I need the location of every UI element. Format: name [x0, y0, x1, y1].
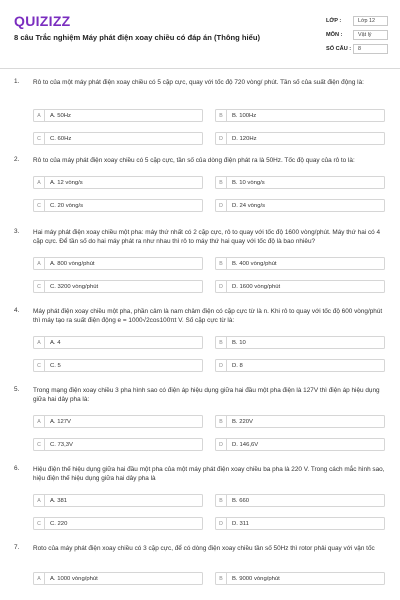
option-a[interactable]: [33, 572, 203, 585]
option-d[interactable]: [215, 438, 385, 451]
option-c[interactable]: [33, 280, 203, 293]
option-a[interactable]: [33, 176, 203, 189]
option-letter: C: [34, 439, 45, 450]
worksheet-meta: [326, 14, 388, 56]
option-letter: B: [216, 110, 227, 121]
option-d[interactable]: [215, 359, 385, 372]
meta-row-question-count: [326, 42, 388, 56]
option-letter: C: [34, 133, 45, 144]
option-d[interactable]: [215, 132, 385, 145]
option-letter: C: [34, 281, 45, 292]
option-text: B. 400 vòng/phút: [232, 260, 277, 267]
option-c[interactable]: [33, 438, 203, 451]
meta-value: Vật lý: [353, 30, 388, 40]
option-text: C. 220: [50, 520, 68, 527]
question-number: 4.: [14, 307, 20, 314]
option-text: D. 1600 vòng/phút: [232, 283, 281, 290]
option-a[interactable]: [33, 109, 203, 122]
quizizz-logo: QUIZIZZ: [14, 13, 71, 29]
meta-label: SỐ CÂU :: [326, 46, 352, 52]
option-text: A. 381: [50, 497, 68, 504]
option-letter: A: [34, 416, 45, 427]
option-letter: C: [34, 360, 45, 371]
option-letter: A: [34, 258, 45, 269]
option-text: D. 120Hz: [232, 135, 257, 142]
option-text: B. 100Hz: [232, 112, 257, 119]
option-letter: A: [34, 110, 45, 121]
question-text: Roto của máy phát điện xoay chiều có 3 cặp cực, để có dòng điện xoay chiều tần số 50Hz thì rotor phải quay với vận tốc: [33, 545, 375, 552]
option-letter: A: [34, 573, 45, 584]
option-letter: D: [216, 518, 227, 529]
meta-label: MÔN :: [326, 32, 343, 38]
option-letter: C: [34, 518, 45, 529]
meta-label: LỚP :: [326, 18, 342, 24]
question-text: Trong mạng điện xoay chiều 3 pha hình sao có điện áp hiệu dụng giữa hai đầu một pha điện là 127V thì điện áp hiệu dụng giữa hai dây pha là:: [33, 387, 380, 404]
option-letter: D: [216, 133, 227, 144]
option-letter: B: [216, 337, 227, 348]
meta-value: Lớp 12: [353, 16, 388, 26]
option-d[interactable]: [215, 517, 385, 530]
option-letter: B: [216, 416, 227, 427]
option-letter: B: [216, 573, 227, 584]
option-text: B. 220V: [232, 418, 253, 425]
option-letter: A: [34, 495, 45, 506]
question-text: Hiệu điện thế hiệu dụng giữa hai đầu một pha của một máy phát điện xoay chiều ba pha là 220 V. Trong cách mắc hình sao, hiệu điện thế hiệu dụng giữa hai dây pha là: [33, 466, 385, 483]
option-letter: A: [34, 337, 45, 348]
option-text: C. 60Hz: [50, 135, 72, 142]
option-d[interactable]: [215, 280, 385, 293]
option-c[interactable]: [33, 199, 203, 212]
option-text: B. 9000 vòng/phút: [232, 575, 280, 582]
option-letter: B: [216, 495, 227, 506]
option-b[interactable]: [215, 257, 385, 270]
option-a[interactable]: [33, 494, 203, 507]
option-letter: D: [216, 439, 227, 450]
worksheet-title: 8 câu Trắc nghiệm Máy phát điện xoay chiều có đáp án (Thông hiểu): [14, 33, 260, 42]
option-c[interactable]: [33, 517, 203, 530]
meta-row-subject: [326, 28, 388, 42]
meta-value: 8: [353, 44, 388, 54]
worksheet-header: [0, 0, 400, 66]
option-text: A. 800 vòng/phút: [50, 260, 95, 267]
question-number: 1.: [14, 78, 20, 85]
option-text: A. 12 vòng/s: [50, 179, 83, 186]
option-text: A. 1000 vòng/phút: [50, 575, 98, 582]
option-b[interactable]: [215, 494, 385, 507]
option-a[interactable]: [33, 336, 203, 349]
option-b[interactable]: [215, 572, 385, 585]
question-number: 7.: [14, 544, 20, 551]
question-number: 3.: [14, 228, 20, 235]
option-a[interactable]: [33, 257, 203, 270]
option-c[interactable]: [33, 359, 203, 372]
question-text: Hai máy phát điện xoay chiều một pha: máy thứ nhất có 2 cặp cực, rô to quay với tốc độ 1600 vòng/phút. Máy thứ hai có 4 cặp cực. Để tần số do hai máy phát ra như nhau thì rô to máy thứ hai quay với tốc độ là bao nhiêu?: [33, 229, 381, 246]
option-text: B. 10: [232, 339, 246, 346]
option-text: B. 660: [232, 497, 250, 504]
option-letter: B: [216, 258, 227, 269]
option-text: A. 4: [50, 339, 61, 346]
option-b[interactable]: [215, 415, 385, 428]
option-letter: A: [34, 177, 45, 188]
option-b[interactable]: [215, 176, 385, 189]
option-text: D. 24 vòng/s: [232, 202, 266, 209]
question-text: Rô to của một máy phát điện xoay chiều có 5 cặp cực, quay với tốc độ 720 vòng/ phút. Tần số của suất điện động là:: [33, 79, 364, 86]
option-text: D. 146,6V: [232, 441, 259, 448]
question-text: Máy phát điện xoay chiều một pha, phần cảm là nam châm điện có cặp cực từ là n. Khi rô to quay với tốc độ 600 vòng/phút thì máy tạo ra suất điện động e = 1000√2cos100πt V. Số cặp cực từ là:: [33, 308, 383, 325]
option-text: C. 5: [50, 362, 61, 369]
option-letter: D: [216, 200, 227, 211]
meta-row-class: [326, 14, 388, 28]
option-a[interactable]: [33, 415, 203, 428]
question-text: Rô to của máy phát điện xoay chiều có 5 cặp cực, tần số của dòng điện phát ra là 50Hz. Tốc độ quay của rô to là:: [33, 157, 355, 164]
option-letter: C: [34, 200, 45, 211]
option-text: C. 3200 vòng/phút: [50, 283, 99, 290]
option-text: A. 127V: [50, 418, 71, 425]
option-letter: D: [216, 360, 227, 371]
option-text: C. 73,3V: [50, 441, 73, 448]
option-d[interactable]: [215, 199, 385, 212]
option-c[interactable]: [33, 132, 203, 145]
option-text: C. 20 vòng/s: [50, 202, 84, 209]
question-number: 2.: [14, 156, 20, 163]
option-text: D. 8: [232, 362, 243, 369]
header-divider: [0, 68, 400, 69]
option-letter: D: [216, 281, 227, 292]
question-number: 5.: [14, 386, 20, 393]
option-text: B. 10 vòng/s: [232, 179, 265, 186]
question-number: 6.: [14, 465, 20, 472]
option-letter: B: [216, 177, 227, 188]
option-b[interactable]: [215, 336, 385, 349]
option-text: D. 311: [232, 520, 249, 527]
option-text: A. 50Hz: [50, 112, 71, 119]
option-b[interactable]: [215, 109, 385, 122]
